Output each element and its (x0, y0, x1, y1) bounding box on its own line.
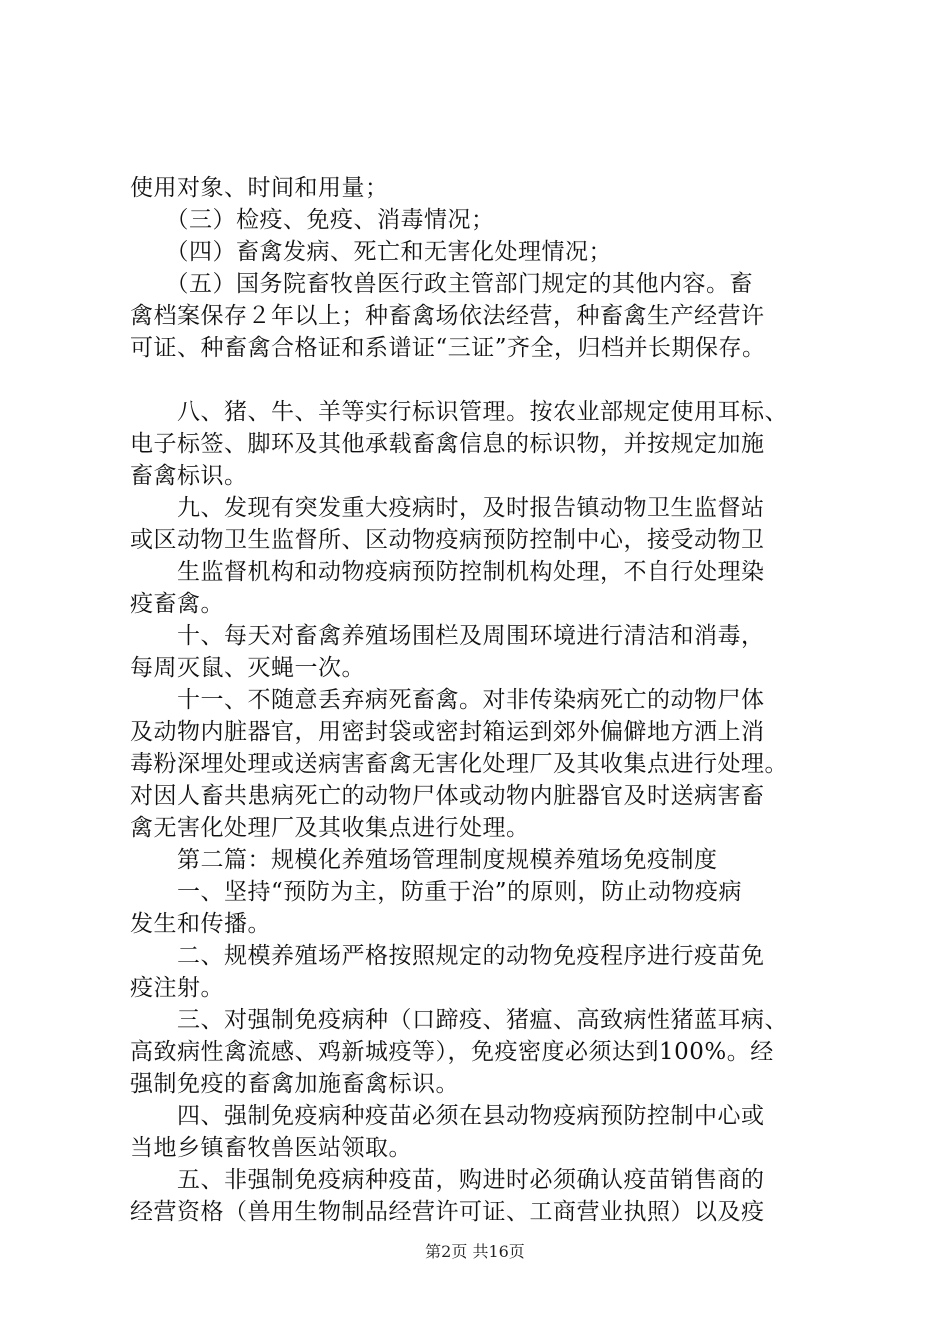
text-line: 经营资格（兽用生物制品经营许可证、工商营业执照）以及疫 (130, 1199, 765, 1225)
text-line: 当地乡镇畜牧兽医站领取。 (130, 1135, 412, 1161)
text-line: 每周灭鼠、灭蝇一次。 (130, 655, 365, 681)
text-line: 十、每天对畜禽养殖场围栏及周围环境进行清洁和消毒， (130, 623, 765, 649)
section-heading: 第二篇：规模化养殖场管理制度规模养殖场免疫制度 (130, 847, 718, 873)
page-number-footer: 第2页 共16页 (425, 1242, 525, 1261)
text-line: 高致病性禽流感、鸡新城疫等），免疫密度必须达到100%。经 (130, 1039, 774, 1065)
text-line: 及动物内脏器官，用密封袋或密封箱运到郊外偏僻地方洒上消 (130, 719, 765, 745)
text-line: 强制免疫的畜禽加施畜禽标识。 (130, 1071, 459, 1097)
text-line: 可证、种畜禽合格证和系谱证“三证”齐全，归档并长期保存。 (130, 335, 766, 361)
text-line: 二、规模养殖场严格按照规定的动物免疫程序进行疫苗免 (130, 943, 765, 969)
text-line: 三、对强制免疫病种（口蹄疫、猪瘟、高致病性猪蓝耳病、 (130, 1007, 788, 1033)
blank-line (130, 364, 830, 396)
text-line: 毒粉深埋处理或送病害畜禽无害化处理厂及其收集点进行处理。 (130, 751, 788, 777)
text-line: 疫畜禽。 (130, 591, 224, 617)
text-line: 对因人畜共患病死亡的动物尸体或动物内脏器官及时送病害畜 (130, 783, 765, 809)
text-line: （四）畜禽发病、死亡和无害化处理情况； (130, 239, 612, 265)
text-line: 生监督机构和动物疫病预防控制机构处理，不自行处理染 (130, 559, 765, 585)
text-line: （五）国务院畜牧兽医行政主管部门规定的其他内容。畜 (130, 271, 753, 297)
text-line: 畜禽标识。 (130, 463, 248, 489)
text-line: 疫注射。 (130, 975, 224, 1001)
text-line: 或区动物卫生监督所、区动物疫病预防控制中心，接受动物卫 (130, 527, 765, 553)
text-line: 五、非强制免疫病种疫苗，购进时必须确认疫苗销售商的 (130, 1167, 765, 1193)
text-line: 一、坚持“预防为主，防重于治”的原则，防止动物疫病 (130, 879, 743, 905)
text-line: 四、强制免疫病种疫苗必须在县动物疫病预防控制中心或 (130, 1103, 765, 1129)
text-line: （三）检疫、免疫、消毒情况； (130, 207, 495, 233)
text-line: 使用对象、时间和用量； (130, 175, 389, 201)
document-body (130, 172, 830, 1228)
text-line: 禽档案保存２年以上；种畜禽场依法经营，种畜禽生产经营许 (130, 303, 765, 329)
text-line: 九、发现有突发重大疫病时，及时报告镇动物卫生监督站 (130, 495, 765, 521)
text-line: 十一、不随意丢弃病死畜禽。对非传染病死亡的动物尸体 (130, 687, 765, 713)
text-line: 电子标签、脚环及其他承载畜禽信息的标识物，并按规定加施 (130, 431, 765, 457)
text-line: 禽无害化处理厂及其收集点进行处理。 (130, 815, 530, 841)
text-line: 八、猪、牛、羊等实行标识管理。按农业部规定使用耳标、 (130, 399, 788, 425)
text-line: 发生和传播。 (130, 911, 271, 937)
